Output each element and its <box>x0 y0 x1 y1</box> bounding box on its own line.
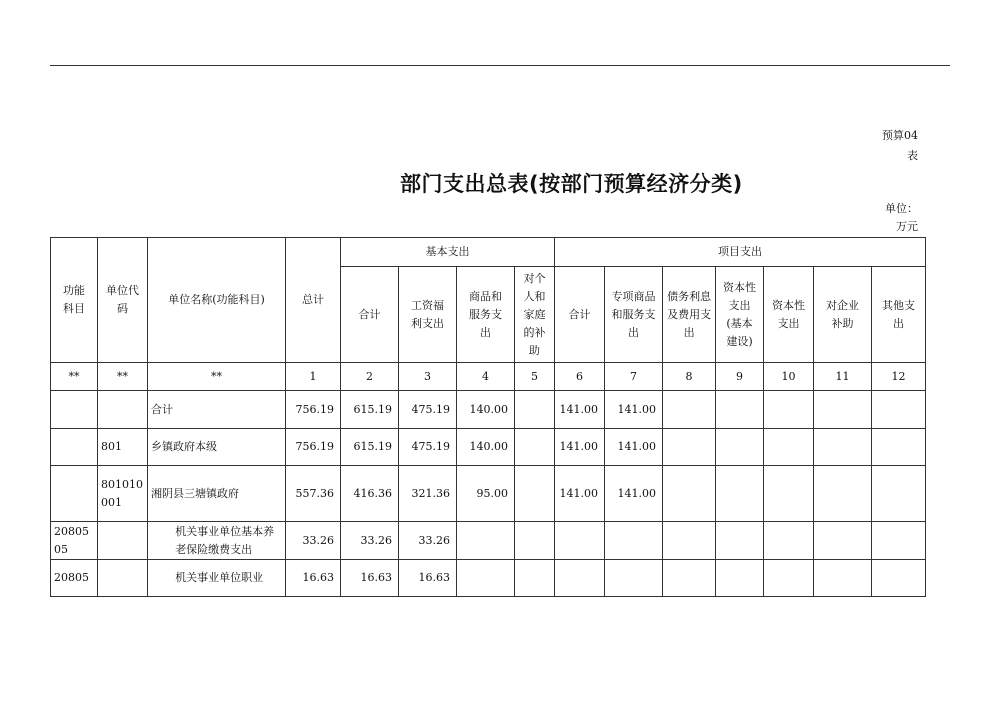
index-cell: ** <box>148 363 286 391</box>
unit-code-cell <box>98 522 148 560</box>
value-cell <box>872 560 926 597</box>
header-project-debt-text: 债务利息及费用支出 <box>667 289 712 339</box>
value-cell <box>872 466 926 522</box>
index-cell: 1 <box>286 363 341 391</box>
value-cell: 615.19 <box>341 429 399 466</box>
value-cell <box>716 560 764 597</box>
value-cell <box>764 429 814 466</box>
top-rule <box>50 65 950 66</box>
form-number-line1: 预算04 <box>882 129 918 142</box>
header-project-other <box>872 267 926 363</box>
header-project-capital-base <box>716 267 764 363</box>
value-cell <box>716 466 764 522</box>
value-cell: 141.00 <box>605 466 663 522</box>
header-project-goods <box>605 267 663 363</box>
header-total: 总计 <box>286 238 341 363</box>
index-cell: 7 <box>605 363 663 391</box>
index-cell: 4 <box>457 363 515 391</box>
unit-label <box>858 200 918 236</box>
value-cell: 33.26 <box>399 522 457 560</box>
value-cell <box>872 522 926 560</box>
value-cell: 557.36 <box>286 466 341 522</box>
index-row <box>51 363 926 391</box>
value-cell <box>515 391 555 429</box>
index-cell: 9 <box>716 363 764 391</box>
func-code-cell <box>51 522 98 560</box>
header-func <box>51 238 98 363</box>
header-basic-salary <box>399 267 457 363</box>
unit-code-text: 801010001 <box>101 477 143 509</box>
header-func-text: 功能科目 <box>63 284 85 315</box>
value-cell <box>716 429 764 466</box>
value-cell <box>814 560 872 597</box>
header-basic-sum: 合计 <box>341 267 399 363</box>
header-basic-goods <box>457 267 515 363</box>
value-cell: 321.36 <box>399 466 457 522</box>
value-cell: 141.00 <box>605 391 663 429</box>
table-row <box>51 522 926 560</box>
value-cell: 756.19 <box>286 429 341 466</box>
index-cell: 10 <box>764 363 814 391</box>
unit-label-line2: 万元 <box>896 220 918 233</box>
index-cell: 6 <box>555 363 605 391</box>
unit-name-cell: 合计 <box>148 391 286 429</box>
unit-code-cell <box>98 391 148 429</box>
value-cell <box>457 560 515 597</box>
value-cell <box>764 522 814 560</box>
unit-code-cell <box>98 560 148 597</box>
index-cell: ** <box>98 363 148 391</box>
func-code-cell <box>51 466 98 522</box>
value-cell <box>663 522 716 560</box>
header-basic-salary-text: 工资福利支出 <box>411 298 444 330</box>
value-cell <box>872 429 926 466</box>
value-cell <box>764 560 814 597</box>
value-cell <box>814 522 872 560</box>
index-cell: 3 <box>399 363 457 391</box>
func-code-cell <box>51 429 98 466</box>
index-cell: 11 <box>814 363 872 391</box>
index-cell: 2 <box>341 363 399 391</box>
value-cell <box>716 391 764 429</box>
page-title: 部门支出总表(按部门预算经济分类) <box>400 172 743 196</box>
value-cell: 16.63 <box>286 560 341 597</box>
header-project-capital-text: 资本性支出 <box>772 298 805 330</box>
value-cell: 615.19 <box>341 391 399 429</box>
header-project-other-text: 其他支出 <box>882 298 916 330</box>
value-cell: 141.00 <box>555 466 605 522</box>
unit-name-cell <box>148 522 286 560</box>
value-cell <box>555 560 605 597</box>
unit-name-cell: 湘阴县三塘镇政府 <box>148 466 286 522</box>
value-cell: 141.00 <box>555 429 605 466</box>
value-cell <box>814 466 872 522</box>
header-unit-code <box>98 238 148 363</box>
value-cell <box>872 391 926 429</box>
value-cell <box>764 391 814 429</box>
value-cell <box>663 429 716 466</box>
value-cell <box>515 522 555 560</box>
value-cell: 416.36 <box>341 466 399 522</box>
header-basic: 基本支出 <box>341 238 555 267</box>
index-cell: 8 <box>663 363 716 391</box>
header-project-goods-text: 专项商品和服务支出 <box>611 289 656 339</box>
index-cell: 5 <box>515 363 555 391</box>
form-number <box>858 126 918 166</box>
value-cell: 475.19 <box>399 429 457 466</box>
value-cell: 756.19 <box>286 391 341 429</box>
unit-name-text: 机关事业单位基本养老保险缴费支出 <box>175 524 275 556</box>
unit-code-cell <box>98 466 148 522</box>
value-cell <box>814 429 872 466</box>
header-basic-subsidy-text: 对个人和家庭的补助 <box>523 271 546 357</box>
expenditure-table <box>50 237 926 597</box>
value-cell: 141.00 <box>605 429 663 466</box>
value-cell <box>605 522 663 560</box>
func-code-text: 2080505 <box>54 524 89 556</box>
header-basic-subsidy <box>515 267 555 363</box>
header-unit-code-text: 单位代码 <box>106 284 139 315</box>
value-cell <box>814 391 872 429</box>
value-cell <box>457 522 515 560</box>
value-cell <box>663 560 716 597</box>
table-row <box>51 560 926 597</box>
value-cell <box>716 522 764 560</box>
index-cell: ** <box>51 363 98 391</box>
header-project-capital <box>764 267 814 363</box>
table-row <box>51 391 926 429</box>
value-cell: 475.19 <box>399 391 457 429</box>
header-project-enterprise-text: 对企业补助 <box>826 298 859 330</box>
table-row <box>51 466 926 522</box>
header-project-enterprise <box>814 267 872 363</box>
value-cell: 16.63 <box>399 560 457 597</box>
unit-code-cell: 801 <box>98 429 148 466</box>
value-cell: 140.00 <box>457 391 515 429</box>
func-code-cell: 20805 <box>51 560 98 597</box>
header-basic-goods-text: 商品和服务支出 <box>469 289 502 339</box>
value-cell <box>764 466 814 522</box>
value-cell: 95.00 <box>457 466 515 522</box>
func-code-cell <box>51 391 98 429</box>
header-project-sum: 合计 <box>555 267 605 363</box>
header-project-capital-base-text: 资本性支出(基本建设) <box>723 280 756 348</box>
value-cell <box>515 429 555 466</box>
value-cell <box>663 391 716 429</box>
unit-name-text: 机关事业单位职业 <box>175 571 264 584</box>
header-unit-name: 单位名称(功能科目) <box>148 238 286 363</box>
value-cell: 16.63 <box>341 560 399 597</box>
value-cell: 140.00 <box>457 429 515 466</box>
form-number-line2: 表 <box>907 149 918 162</box>
unit-label-line1: 单位： <box>885 202 918 215</box>
value-cell: 33.26 <box>341 522 399 560</box>
value-cell <box>515 560 555 597</box>
value-cell: 33.26 <box>286 522 341 560</box>
header-project-debt <box>663 267 716 363</box>
table-row <box>51 429 926 466</box>
value-cell <box>515 466 555 522</box>
value-cell <box>605 560 663 597</box>
value-cell: 141.00 <box>555 391 605 429</box>
header-project: 项目支出 <box>555 238 926 267</box>
unit-name-cell <box>148 560 286 597</box>
value-cell <box>663 466 716 522</box>
index-cell: 12 <box>872 363 926 391</box>
unit-name-cell: 乡镇政府本级 <box>148 429 286 466</box>
value-cell <box>555 522 605 560</box>
